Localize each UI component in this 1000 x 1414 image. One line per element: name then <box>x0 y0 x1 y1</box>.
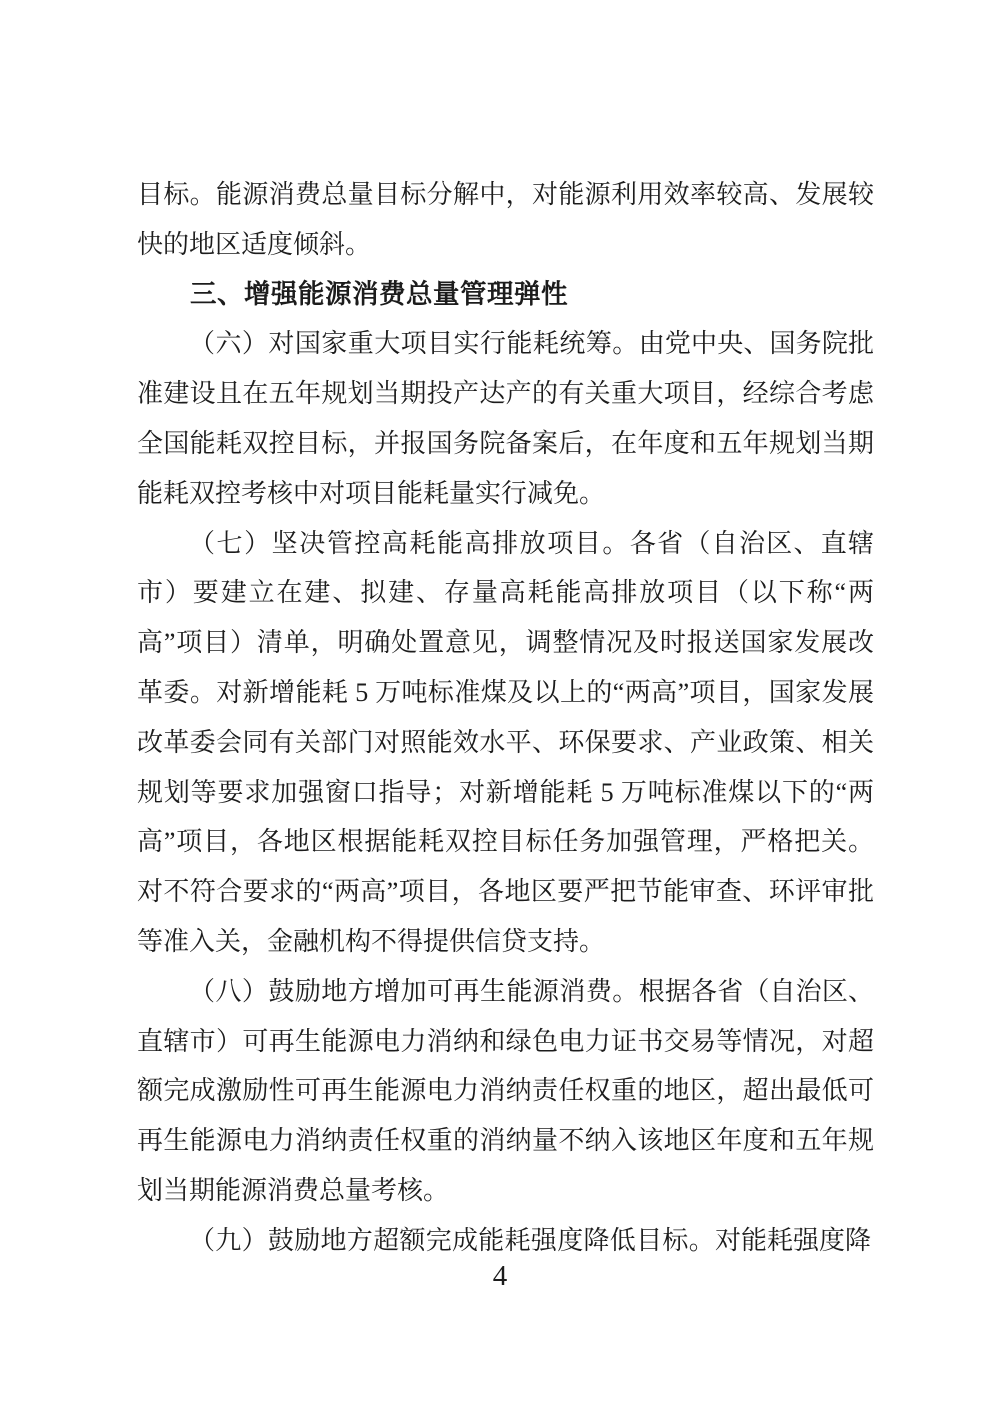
document-content <box>137 170 874 1266</box>
page-number: 4 <box>492 1260 508 1292</box>
section-heading: 三、增强能源消费总量管理弹性 <box>190 278 568 309</box>
paragraph-continuation: 目标。能源消费总量目标分解中，对能源利用效率较高、发展较快的地区适度倾斜。 <box>137 180 874 259</box>
item-8-label: （八） <box>189 976 269 1006</box>
item-6-label: （六） <box>189 329 269 359</box>
item-9-body: 对能耗强度降 <box>715 1225 872 1255</box>
paragraph-item-8 <box>137 967 874 1216</box>
paragraph-item-6 <box>137 319 874 518</box>
item-7-label: （七） <box>189 528 272 558</box>
item-7-topic-sentence: 坚决管控高耗能高排放项目。 <box>271 528 630 558</box>
item-7-body: 各省（自治区、直辖市）要建立在建、拟建、存量高耗能高排放项目（以下称“两高”项目）清单，明确处置意见，调整情况及时报送国家发展改革委。对新增能耗 5 万吨标准煤及以上的“两高”项目，国家发展改革委会同有关部门对照能效水平、环保要求、产业政策、相关规划等要求加强窗口指导；对新增能耗 5 万吨标准煤以下的“两高”项目，各地区根据能耗双控目标任务加强管理，严格把关。对不符合要求的“两高”项目，各地区要严把节能审查、环评审批等准入关，金融机构不得提供信贷支持。 <box>137 528 874 956</box>
item-6-topic-sentence: 对国家重大项目实行能耗统筹。 <box>268 329 639 359</box>
item-9-topic-sentence: 鼓励地方超额完成能耗强度降低目标。 <box>267 1225 716 1255</box>
item-9-label: （九） <box>189 1225 268 1255</box>
item-6-body: 由党中央、国务院批准建设且在五年规划当期投产达产的有关重大项目，经综合考虑全国能耗双控目标，并报国务院备案后，在年度和五年规划当期能耗双控考核中对项目能耗量实行减免。 <box>137 329 874 508</box>
item-8-topic-sentence: 鼓励地方增加可再生能源消费。 <box>268 976 639 1006</box>
item-8-body: 根据各省（自治区、直辖市）可再生能源电力消纳和绿色电力证书交易等情况，对超额完成激励性可再生能源电力消纳责任权重的地区，超出最低可再生能源电力消纳责任权重的消纳量不纳入该地区年度和五年规划当期能源消费总量考核。 <box>137 976 874 1205</box>
paragraph-item-7 <box>137 519 874 967</box>
